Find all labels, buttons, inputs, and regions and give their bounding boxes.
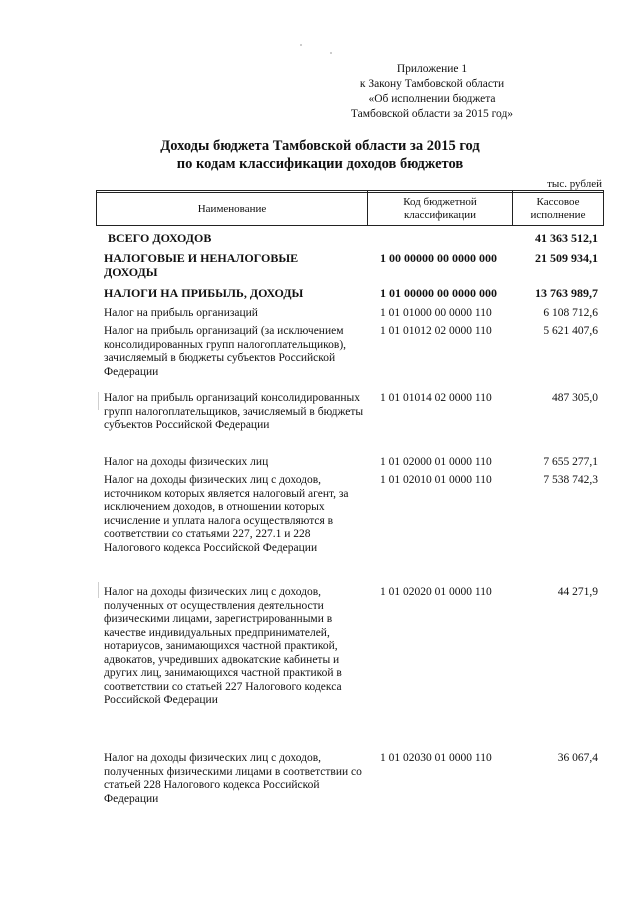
scan-margin-mark	[98, 582, 99, 598]
row-name: Налог на доходы физических лиц с доходов, полученных от осуществления деятельности физическими лицами, зарегистрированными в качестве индивидуальных предпринимателей, нотариусов, занимающихся частной практикой, адвокатов, учредивших адвокатские кабинеты и других лиц, занимающихся частной практикой в соответствии со статьей 227 Налогового кодекса Российской Федерации	[104, 586, 342, 706]
page-title-line-2: по кодам классификации доходов бюджетов	[176, 156, 464, 172]
appendix-line: к Закону Тамбовской области	[359, 78, 505, 90]
table-header-bottom-border	[96, 225, 604, 226]
row-name: НАЛОГИ НА ПРИБЫЛЬ, ДОХОДЫ	[104, 286, 304, 300]
column-header-name: Наименование	[197, 202, 267, 215]
row-code: 1 01 00000 00 0000 000	[380, 286, 497, 300]
row-code: 1 01 01012 02 0000 110	[380, 325, 492, 337]
column-header-sum: Кассовое исполнение	[530, 196, 586, 221]
row-code: 1 00 00000 00 0000 000	[380, 251, 497, 265]
unit-label: тыс. рублей	[547, 178, 602, 190]
row-name: Налог на прибыль организаций	[104, 307, 258, 319]
column-header-code: Код бюджетной классификации	[403, 196, 477, 221]
scan-speck	[330, 52, 332, 54]
appendix-line: Тамбовской области за 2015 год»	[350, 108, 514, 120]
appendix-line: «Об исполнении бюджета	[368, 93, 496, 105]
row-sum: 7 538 742,3	[543, 474, 598, 486]
appendix-line: Приложение 1	[396, 63, 468, 75]
row-sum: 44 271,9	[557, 586, 598, 598]
row-name: Налог на доходы физических лиц с доходов, источником которых является налоговый агент, за исключением доходов, в отношении которых исчисление и уплата налога осуществляются в соответствии со статьями 227, 227.1 и 228 Налогового кодекса Российской Федерации	[104, 474, 349, 554]
row-code: 1 01 01000 00 0000 110	[380, 307, 492, 319]
row-code: 1 01 02010 01 0000 110	[380, 474, 492, 486]
row-sum: 6 108 712,6	[543, 307, 598, 319]
table-top-border	[96, 190, 604, 191]
row-name: Налог на доходы физических лиц с доходов, полученных физическими лицами в соответствии со статьей 228 Налогового кодекса Российской Федерации	[104, 752, 362, 805]
row-sum: 41 363 512,1	[535, 231, 598, 245]
scan-speck	[300, 44, 302, 46]
row-name: Налог на доходы физических лиц	[104, 456, 269, 468]
row-name: Налог на прибыль организаций (за исключением консолидированных групп налогоплательщиков), зачисляемый в бюджеты субъектов Российской Федерации	[104, 325, 347, 378]
row-sum: 487 305,0	[552, 392, 598, 404]
row-sum: 7 655 277,1	[543, 456, 598, 468]
table-right-border	[603, 190, 604, 226]
row-sum: 13 763 989,7	[535, 286, 598, 300]
row-name: НАЛОГОВЫЕ И НЕНАЛОГОВЫЕ ДОХОДЫ	[104, 251, 299, 279]
row-sum: 21 509 934,1	[535, 251, 598, 265]
row-sum: 5 621 407,6	[543, 325, 598, 337]
row-name: ВСЕГО ДОХОДОВ	[108, 231, 212, 245]
row-code: 1 01 01014 02 0000 110	[380, 392, 492, 404]
row-name: Налог на прибыль организаций консолидированных групп налогоплательщиков, зачисляемый в бюджеты субъектов Российской Федерации	[104, 392, 364, 431]
row-code: 1 01 02030 01 0000 110	[380, 752, 492, 764]
row-code: 1 01 02020 01 0000 110	[380, 586, 492, 598]
page-title-line-1: Доходы бюджета Тамбовской области за 2015 год	[160, 138, 480, 154]
row-sum: 36 067,4	[557, 752, 598, 764]
row-code: 1 01 02000 01 0000 110	[380, 456, 492, 468]
page-title	[0, 137, 640, 173]
appendix-note	[282, 62, 582, 122]
scan-margin-mark	[98, 392, 99, 410]
